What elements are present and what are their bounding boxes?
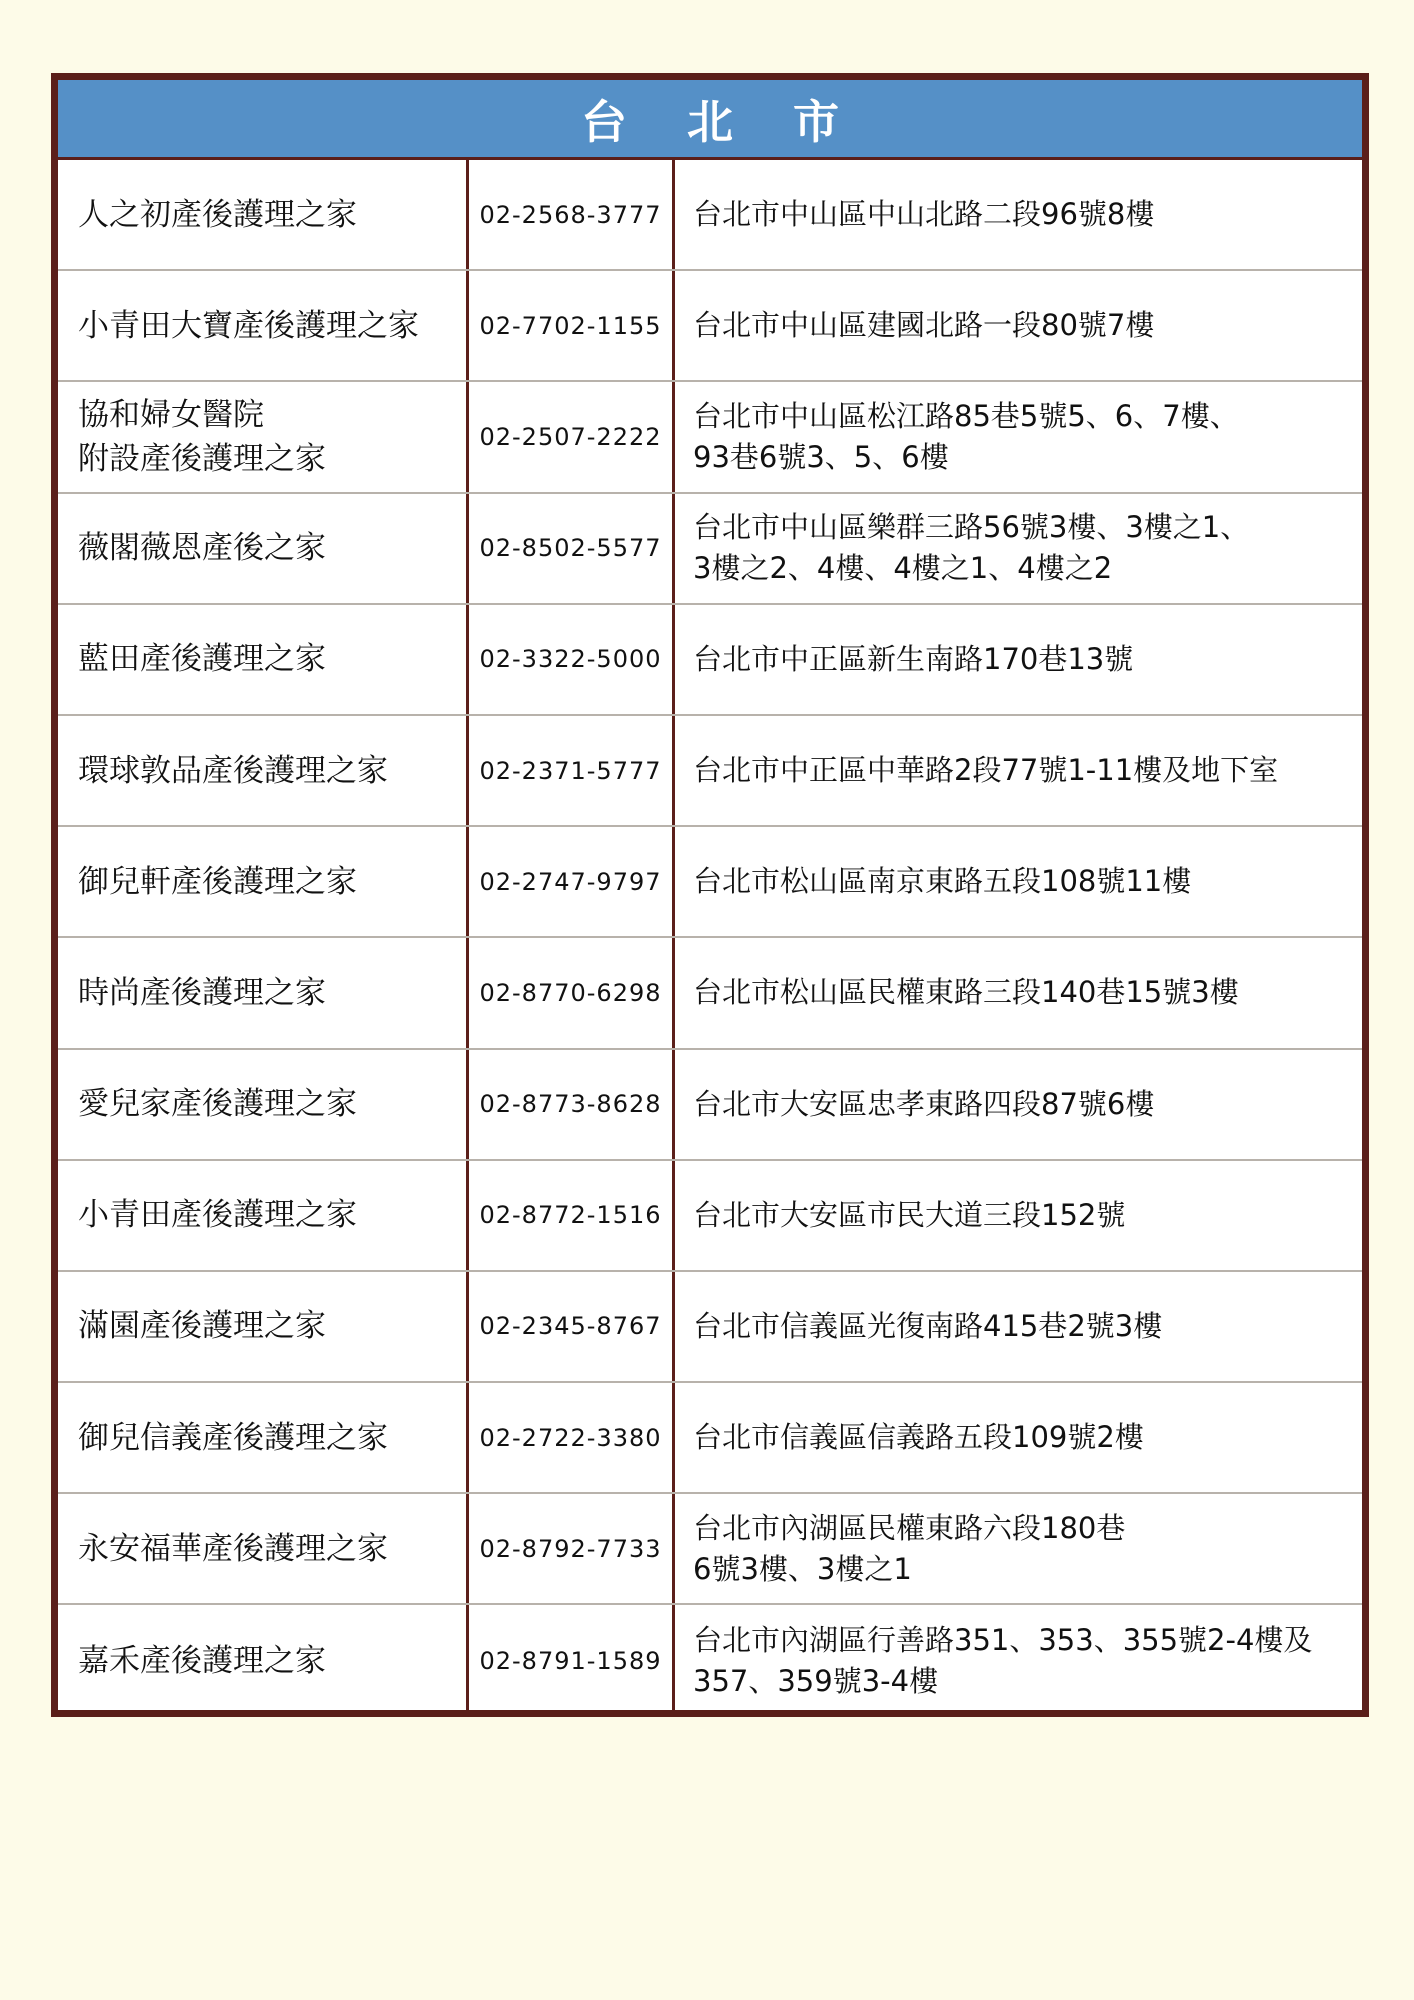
facility-name-cell xyxy=(58,716,469,825)
phone-number: 02-3322-5000 xyxy=(479,645,662,674)
address-line: 6號3樓、3樓之1 xyxy=(693,1551,912,1586)
facility-name: 永安福華產後護理之家 xyxy=(78,1530,388,1567)
address-line: 357、359號3-4樓 xyxy=(693,1664,939,1699)
phone-cell xyxy=(469,827,675,936)
facility-name: 環球敦品產後護理之家 xyxy=(78,752,388,789)
facility-name: 愛兒家產後護理之家 xyxy=(78,1086,357,1123)
table-row xyxy=(58,716,1362,827)
facility-name-cell xyxy=(58,382,469,491)
address-line: 台北市中山區松江路85巷5號5、6、7樓、 xyxy=(693,398,1239,433)
phone-number: 02-2507-2222 xyxy=(479,422,662,451)
address-line: 台北市信義區信義路五段109號2樓 xyxy=(693,1420,1144,1455)
phone-number: 02-8792-7733 xyxy=(479,1534,662,1563)
address-cell xyxy=(675,1605,1362,1716)
address-cell xyxy=(675,271,1362,380)
phone-number: 02-8773-8628 xyxy=(479,1090,662,1119)
table-row xyxy=(58,938,1362,1049)
facility-name-cell xyxy=(58,1605,469,1716)
table-row xyxy=(58,160,1362,271)
phone-cell xyxy=(469,494,675,603)
facility-name-cell xyxy=(58,1494,469,1603)
facility-name-cell xyxy=(58,605,469,714)
facility-name-cell xyxy=(58,160,469,269)
address-line: 台北市松山區民權東路三段140巷15號3樓 xyxy=(693,975,1239,1010)
phone-number: 02-2345-8767 xyxy=(479,1312,662,1341)
phone-cell xyxy=(469,1494,675,1603)
facility-name: 滿園產後護理之家 xyxy=(78,1308,326,1345)
phone-number: 02-2747-9797 xyxy=(479,867,662,896)
table-row xyxy=(58,1161,1362,1272)
facility-name: 嘉禾產後護理之家 xyxy=(78,1643,326,1680)
table-row xyxy=(58,1494,1362,1605)
table-row xyxy=(58,382,1362,493)
address-cell xyxy=(675,1494,1362,1603)
address-cell xyxy=(675,827,1362,936)
table-row xyxy=(58,1605,1362,1716)
facility-name-cell xyxy=(58,1272,469,1381)
facility-name-cell xyxy=(58,494,469,603)
phone-number: 02-2568-3777 xyxy=(479,200,662,229)
table-row xyxy=(58,827,1362,938)
table-row xyxy=(58,605,1362,716)
facility-name: 藍田產後護理之家 xyxy=(78,641,326,678)
address-cell xyxy=(675,160,1362,269)
address-cell xyxy=(675,1161,1362,1270)
phone-number: 02-8772-1516 xyxy=(479,1201,662,1230)
facility-name-cell xyxy=(58,271,469,380)
facility-name-cell xyxy=(58,1050,469,1159)
phone-cell xyxy=(469,938,675,1047)
city-title: 台 北 市 xyxy=(580,94,862,149)
facility-name: 協和婦女醫院 xyxy=(78,396,264,433)
address-cell xyxy=(675,938,1362,1047)
phone-cell xyxy=(469,716,675,825)
address-cell xyxy=(675,1383,1362,1492)
address-line: 台北市內湖區行善路351、353、355號2-4樓及 xyxy=(693,1623,1313,1658)
address-line: 台北市中正區新生南路170巷13號 xyxy=(693,641,1134,676)
phone-number: 02-2722-3380 xyxy=(479,1423,662,1452)
address-cell xyxy=(675,382,1362,491)
address-line: 93巷6號3、5、6樓 xyxy=(693,439,949,474)
address-line: 台北市大安區市民大道三段152號 xyxy=(693,1197,1126,1232)
phone-cell xyxy=(469,1161,675,1270)
table-header xyxy=(58,80,1362,160)
phone-cell xyxy=(469,1050,675,1159)
facility-name: 人之初產後護理之家 xyxy=(78,196,357,233)
phone-cell xyxy=(469,1383,675,1492)
facility-name: 小青田大寶產後護理之家 xyxy=(78,307,419,344)
facility-name: 時尚產後護理之家 xyxy=(78,974,326,1011)
table-row xyxy=(58,1383,1362,1494)
address-line: 台北市中山區樂群三路56號3樓、3樓之1、 xyxy=(693,510,1250,545)
facility-name-cell xyxy=(58,938,469,1047)
address-line: 台北市大安區忠孝東路四段87號6樓 xyxy=(693,1086,1155,1121)
facility-name-cell xyxy=(58,1383,469,1492)
phone-cell xyxy=(469,382,675,491)
table-row xyxy=(58,271,1362,382)
address-cell xyxy=(675,1050,1362,1159)
address-line: 台北市信義區光復南路415巷2號3樓 xyxy=(693,1308,1163,1343)
address-cell xyxy=(675,494,1362,603)
phone-cell xyxy=(469,1272,675,1381)
facility-name-cell xyxy=(58,1161,469,1270)
address-line: 台北市中山區中山北路二段96號8樓 xyxy=(693,197,1155,232)
address-line: 台北市中正區中華路2段77號1-11樓及地下室 xyxy=(693,753,1279,788)
facility-name: 附設產後護理之家 xyxy=(78,440,326,477)
directory-table-frame xyxy=(51,73,1369,1717)
address-cell xyxy=(675,605,1362,714)
facility-name: 薇閣薇恩產後之家 xyxy=(78,530,326,567)
table-row xyxy=(58,1050,1362,1161)
phone-number: 02-8791-1589 xyxy=(479,1647,662,1676)
table-row xyxy=(58,1272,1362,1383)
phone-number: 02-2371-5777 xyxy=(479,756,662,785)
phone-cell xyxy=(469,160,675,269)
facility-name: 御兒信義產後護理之家 xyxy=(78,1419,388,1456)
phone-cell xyxy=(469,605,675,714)
phone-number: 02-8502-5577 xyxy=(479,534,662,563)
facility-name: 御兒軒產後護理之家 xyxy=(78,863,357,900)
address-line: 台北市中山區建國北路一段80號7樓 xyxy=(693,308,1155,343)
phone-cell xyxy=(469,271,675,380)
phone-number: 02-7702-1155 xyxy=(479,311,662,340)
address-cell xyxy=(675,716,1362,825)
facility-name-cell xyxy=(58,827,469,936)
phone-number: 02-8770-6298 xyxy=(479,978,662,1007)
facility-name: 小青田產後護理之家 xyxy=(78,1197,357,1234)
address-line: 台北市內湖區民權東路六段180巷 xyxy=(693,1510,1126,1545)
address-line: 3樓之2、4樓、4樓之1、4樓之2 xyxy=(693,551,1113,586)
phone-cell xyxy=(469,1605,675,1716)
address-line: 台北市松山區南京東路五段108號11樓 xyxy=(693,864,1192,899)
table-row xyxy=(58,494,1362,605)
address-cell xyxy=(675,1272,1362,1381)
table-body xyxy=(58,160,1362,1710)
